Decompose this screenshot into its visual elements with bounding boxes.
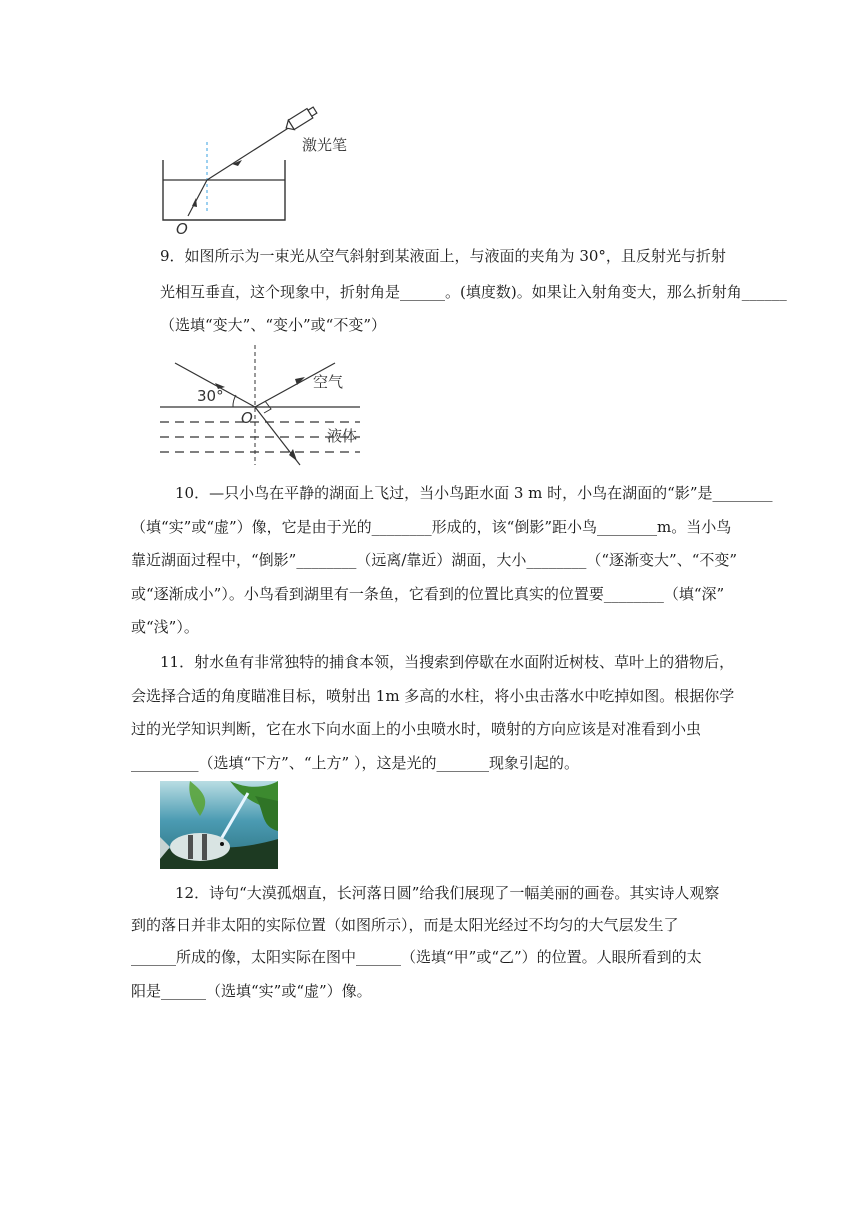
q10-line-2: （填“实”或“虚”）像，它是由于光的________形成的，该“倒影”距小鸟________m。当小鸟: [131, 518, 732, 536]
laser-pen-label: 激光笔: [302, 136, 348, 154]
reflection-refraction-figure: [155, 345, 370, 470]
air-label: 空气: [313, 373, 344, 391]
q12-line-1: 12．诗句“大漠孤烟直，长河落日圆”给我们展现了一幅美丽的画卷。其实诗人观察: [175, 884, 720, 902]
angle-label: 30°: [197, 387, 224, 405]
q12-line-3: ______所成的像，太阳实际在图中______（选填“甲”或“乙”）的位置。人眼所看到的太: [131, 948, 702, 966]
q9-line-3: （选填“变大”、“变小”或“不变”）: [160, 316, 387, 334]
laser-container-figure: [150, 100, 370, 240]
q11-line-1: 11．射水鱼有非常独特的捕食本领，当搜索到停歇在水面附近树枝、草叶上的猎物后，: [160, 653, 735, 671]
q10-line-5: 或“浅”）。: [131, 618, 199, 636]
q11-line-2: 会选择合适的角度瞄准目标，喷射出 1m 多高的水柱，将小虫击落水中吃掉如图。根据你学: [131, 687, 735, 705]
liquid-label: 液体: [327, 427, 358, 445]
q10-line-1: 10．—只小鸟在平静的湖面上飞过，当小鸟距水面 3 m 时，小鸟在湖面的“影”是________: [175, 484, 773, 502]
q11-line-3: 过的光学知识判断，它在水下向水面上的小虫喷水时，喷射的方向应该是对准看到小虫: [131, 720, 702, 738]
point-o-label: O: [176, 220, 188, 238]
q11-line-4: _________（选填“下方”、“上方” ），这是光的_______现象引起的。: [131, 754, 579, 772]
point-o-label: O: [241, 409, 253, 427]
q9-line-2: 光相互垂直，这个现象中，折射角是______。(填度数)。如果让入射角变大，那么折射角______: [160, 283, 787, 301]
q12-line-2: 到的落日并非太阳的实际位置（如图所示），而是太阳光经过不均匀的大气层发生了: [131, 916, 679, 934]
q10-line-4: 或“逐渐成小”）。小鸟看到湖里有一条鱼，它看到的位置比真实的位置要________（填“深”: [131, 585, 725, 603]
archerfish-photo: [160, 781, 278, 869]
q12-line-4: 阳是______（选填“实”或“虚”）像。: [131, 982, 372, 1000]
q9-line-1: 9．如图所示为一束光从空气斜射到某液面上，与液面的夹角为 30°，且反射光与折射: [160, 247, 726, 265]
q10-line-3: 靠近湖面过程中，“倒影”________（远离/靠近）湖面，大小________（“逐渐变大”、“不变”: [131, 551, 738, 569]
